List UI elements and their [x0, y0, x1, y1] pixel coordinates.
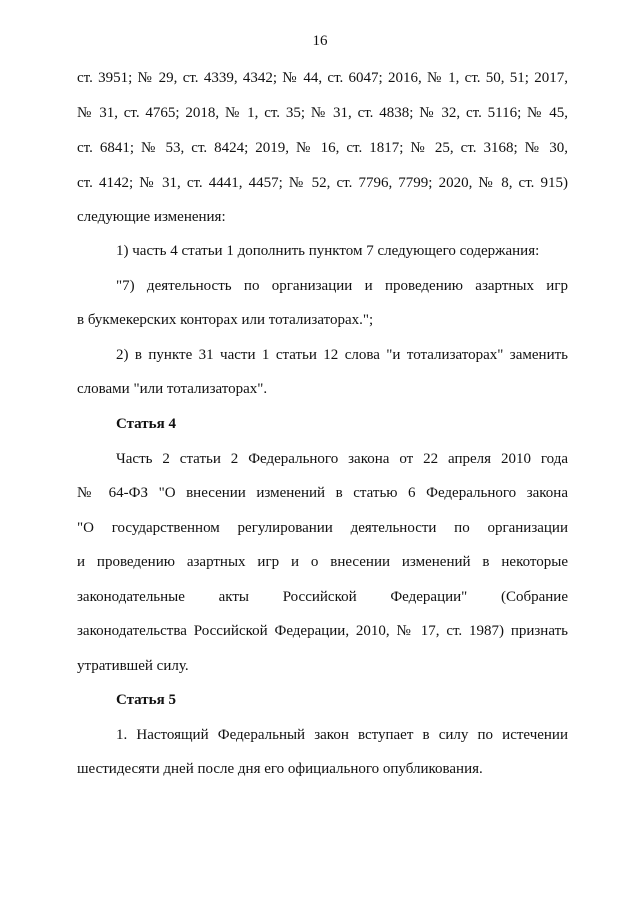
body-line: ст. 6841; № 53, ст. 8424; 2019, № 16, ст. 1817; № 25, ст. 3168; № 30, — [77, 140, 568, 156]
body-line: "О государственном регулировании деятельности по организации — [77, 520, 568, 536]
body-line: ст. 4142; № 31, ст. 4441, 4457; № 52, ст. 7796, 7799; 2020, № 8, ст. 915) — [77, 175, 568, 191]
body-line: № 31, ст. 4765; 2018, № 1, ст. 35; № 31, ст. 4838; № 32, ст. 5116; № 45, — [77, 105, 568, 121]
body-line: "7) деятельность по организации и проведению азартных игр — [116, 278, 568, 294]
body-line: 1. Настоящий Федеральный закон вступает в силу по истечении — [116, 727, 568, 743]
body-line: законодательства Российской Федерации, 2010, № 17, ст. 1987) признать — [77, 623, 568, 639]
body-line: Часть 2 статьи 2 Федерального закона от 22 апреля 2010 года — [116, 451, 568, 467]
body-line: законодательные акты Российской Федерации" (Собрание — [77, 589, 568, 605]
body-line: утратившей силу. — [77, 658, 189, 674]
body-line: шестидесяти дней после дня его официального опубликования. — [77, 761, 483, 777]
article-heading: Статья 5 — [116, 692, 176, 708]
page-number: 16 — [312, 33, 328, 49]
body-line: ст. 3951; № 29, ст. 4339, 4342; № 44, ст. 6047; 2016, № 1, ст. 50, 51; 2017, — [77, 70, 568, 86]
body-line: в букмекерских конторах или тотализаторах."; — [77, 312, 374, 328]
body-line: следующие изменения: — [77, 209, 226, 225]
body-line: 2) в пункте 31 части 1 статьи 12 слова "и тотализаторах" заменить — [116, 347, 568, 363]
article-heading: Статья 4 — [116, 416, 176, 432]
body-line: 1) часть 4 статьи 1 дополнить пунктом 7 следующего содержания: — [116, 243, 540, 259]
body-line: словами "или тотализаторах". — [77, 381, 268, 397]
body-line: № 64-ФЗ "О внесении изменений в статью 6 Федерального закона — [77, 485, 568, 501]
body-line: и проведению азартных игр и о внесении изменений в некоторые — [77, 554, 568, 570]
